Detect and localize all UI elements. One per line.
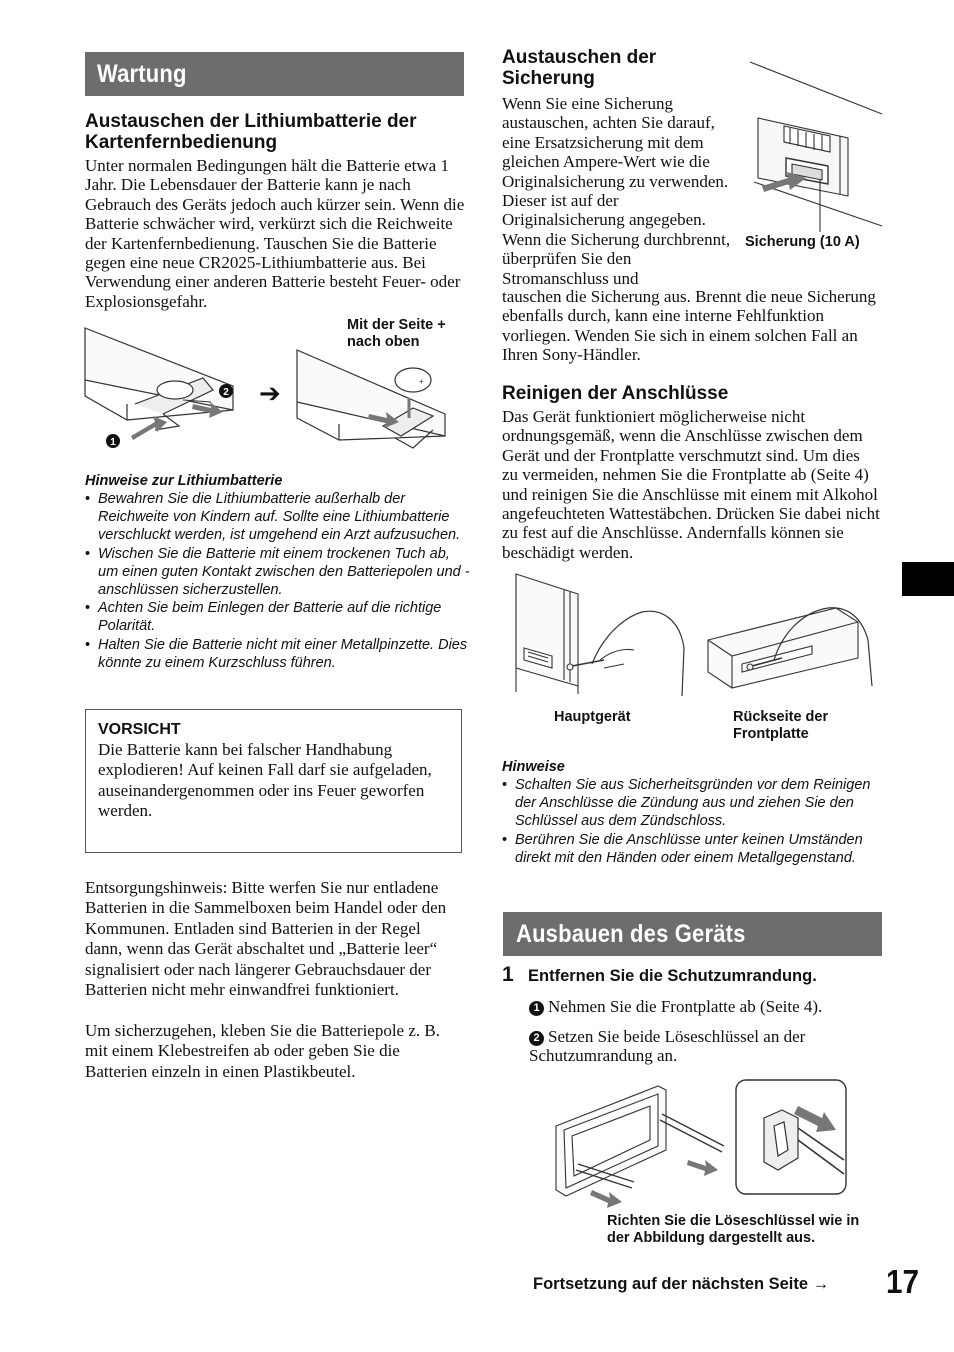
- battery-side-label: Mit der Seite + nach oben: [347, 317, 446, 350]
- key-caption: Richten Sie die Löseschlüssel wie in der Abbildung dargestellt aus.: [607, 1213, 860, 1246]
- list-item: • Wischen Sie die Batterie mit einem trockenen Tuch ab, um einen guten Kontakt zwischen den Batteriepolen und -anschlüssen sicherzustellen.: [85, 545, 470, 600]
- svg-text:+: +: [419, 377, 424, 386]
- battery-notes-list: [85, 490, 470, 672]
- label-front-panel-back: Rückseite der Frontplatte: [733, 709, 829, 742]
- clean-body: Das Gerät funktioniert möglicherweise nicht ordnungsgemäß, wenn die Anschlüsse zwischen dem Gerät und der Frontplatte verschmutzt sind. Um dies zu vermeiden, nehmen Sie die Frontplatte ab (Seite 4) und reinigen Sie die Anschlüsse mit einem mit Alkohol angefeuchteten Wattestäbchen. Drücken Sie dabei nicht zu fest auf die Anschlüsse. Andernfalls können sie beschädigt werden.: [502, 407, 880, 562]
- list-item: • Halten Sie die Batterie nicht mit einer Metallpinzette. Dies könnte zu einem Kurzschluss führen.: [85, 636, 470, 672]
- hints-list: [502, 776, 882, 867]
- cleaning-figure: [512, 568, 884, 703]
- label-main-unit: Hauptgerät: [554, 709, 631, 725]
- substep-2-text: Setzen Sie beide Löseschlüssel an der Schutzumrandung an.: [529, 1027, 806, 1066]
- substep-1-text: Nehmen Sie die Frontplatte ab (Seite 4).: [548, 997, 823, 1016]
- fuse-body-wide: tauschen die Sicherung aus. Brennt die neue Sicherung ebenfalls durch, kann eine interne Fehlfunktion vorliegen. Wenden Sie sich in einem solchen Fall an Ihren Sony-Händler.: [502, 287, 876, 365]
- step-number: 1: [502, 963, 514, 986]
- fuse-label: Sicherung (10 A): [745, 234, 860, 250]
- step-2-badge: 2: [223, 387, 229, 398]
- continued-arrow-icon: →: [812, 1275, 830, 1293]
- caution-body: Die Batterie kann bei falscher Handhabung explodieren! Auf keinen Fall darf sie aufgeladen, auseinandergenommen oder ins Feuer geworfen werden.: [98, 740, 432, 821]
- next-step-arrow: ➔: [259, 379, 281, 409]
- battery-notes-title: Hinweise zur Lithiumbatterie: [85, 473, 283, 489]
- substep-2-badge: 2: [529, 1031, 544, 1046]
- battery-notes: [85, 472, 470, 672]
- cleaning-hints: [502, 758, 882, 867]
- substep-2: [529, 1027, 879, 1066]
- section-tab-marker: [902, 562, 954, 596]
- clean-heading: Reinigen der Anschlüsse: [502, 383, 729, 404]
- fuse-heading: Austauschen der Sicherung: [502, 47, 657, 89]
- section-title-ausbauen: Ausbauen des Geräts: [503, 912, 882, 956]
- hints-title: Hinweise: [502, 759, 565, 775]
- step-1-badge: 1: [110, 437, 116, 448]
- caution-box: [85, 709, 462, 853]
- step-title: Entfernen Sie die Schutzumrandung.: [528, 967, 817, 985]
- battery-body: Unter normalen Bedingungen hält die Batterie etwa 1 Jahr. Die Lebensdauer der Batterie kann je nach Gebrauch des Geräts jedoch auch kürzer sein. Wenn die Batterie schwächer wird, verkürzt sich die Reichweite der Kartenfernbedienung. Tauschen Sie die Batterie gegen eine neue CR2025-Lithiumbatterie aus. Bei Verwendung einer anderen Batterie besteht Feuer- oder Explosionsgefahr.: [85, 156, 465, 311]
- list-item: • Berühren Sie die Anschlüsse unter keinen Umständen direkt mit den Händen oder einem Metallgegenstand.: [502, 831, 882, 867]
- list-item: • Achten Sie beim Einlegen der Batterie auf die richtige Polarität.: [85, 599, 470, 635]
- substep-1-badge: 1: [529, 1001, 544, 1016]
- caution-title: VORSICHT: [98, 721, 181, 738]
- disposal-text-2: Um sicherzugehen, kleben Sie die Batteriepole z. B. mit einem Klebestreifen ab oder geben Sie die Batterien einzeln in einen Plastikbeutel.: [85, 1021, 440, 1081]
- release-key-figure: [552, 1078, 848, 1218]
- list-item: • Bewahren Sie die Lithiumbatterie außerhalb der Reichweite von Kindern auf. Sollte eine Lithiumbatterie verschluckt werden, ist umgehend ein Arzt aufzusuchen.: [85, 490, 470, 545]
- substep-1: [529, 997, 879, 1016]
- fuse-body-narrow: Wenn Sie eine Sicherung austauschen, achten Sie darauf, eine Ersatzsicherung mit dem gleichen Ampere-Wert wie die Originalsicherung zu verwenden. Dieser ist auf der Originalsicherung angegeben. Wenn die Sicherung durchbrennt, überprüfen Sie den Stromanschluss und: [502, 94, 731, 288]
- continued-note: [533, 1275, 829, 1294]
- page-number: 17: [886, 1263, 920, 1300]
- disposal-text-1: Entsorgungshinweis: Bitte werfen Sie nur entladene Batterien in die Sammelboxen beim Handel oder den Kommunen. Entladen sind Batterien in der Regel dann, wenn das Gerät abschaltet und „Batterie leer“ signalisiert oder nach längerer Gebrauchsdauer der Batterien nicht mehr einwandfrei funktioniert.: [85, 878, 447, 1000]
- section-title-wartung: Wartung: [85, 52, 464, 96]
- battery-heading: Austauschen der Lithiumbatterie der Kartenfernbedienung: [85, 111, 417, 153]
- fuse-figure: [744, 60, 884, 235]
- continued-text: Fortsetzung auf der nächsten Seite: [533, 1275, 809, 1293]
- list-item: • Schalten Sie aus Sicherheitsgründen vor dem Reinigen der Anschlüsse die Zündung aus und ziehen Sie den Schlüssel aus dem Zündschloss.: [502, 776, 882, 831]
